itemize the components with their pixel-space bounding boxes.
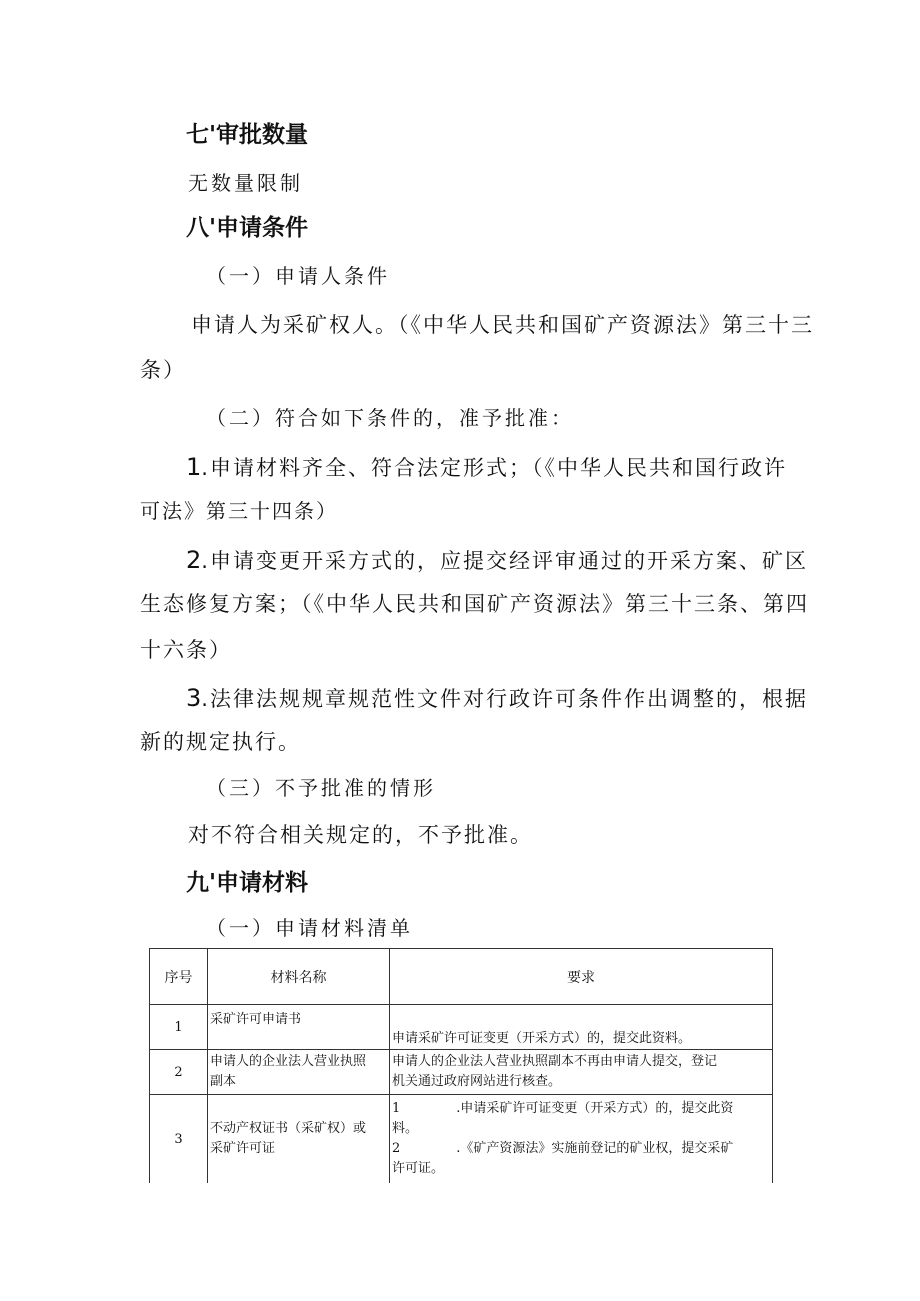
- condition-item-2-line1: .申请变更开采方式的，应提交经评审通过的开采方案、矿区: [201, 549, 808, 573]
- section-8-sub2-title: （二）符合如下条件的，准予批准：: [206, 406, 574, 430]
- materials-table: [149, 948, 773, 1183]
- row-2-name-line2: 副本: [210, 1074, 237, 1089]
- condition-item-2-line3: 十六条）: [140, 638, 232, 662]
- row-3-req1-text: .申请采矿许可证变更（开采方式）的，提交此资: [456, 1101, 734, 1116]
- section-8-sub3-title: （三）不予批准的情形: [206, 776, 436, 800]
- condition-item-2-number: 2: [186, 546, 202, 574]
- row-3-req1-number: 1: [392, 1101, 401, 1116]
- row-2-name-line1: 申请人的企业法人营业执照: [210, 1054, 367, 1069]
- section-9-heading: 九'申请材料: [186, 870, 309, 896]
- condition-item-1-line1: .申请材料齐全、符合法定形式；（《中华人民共和国行政许: [201, 456, 787, 480]
- condition-item-2-line2: 生态修复方案；（《中华人民共和国矿产资源法》第三十三条、第四: [140, 592, 809, 616]
- section-8-sub1-text-line2: 条）: [140, 358, 186, 382]
- section-8-sub3-text: 对不符合相关规定的，不予批准。: [188, 823, 533, 847]
- row-1-name: 采矿许可申请书: [208, 1005, 390, 1050]
- row-2-name: [208, 1050, 390, 1095]
- row-1-index: 1: [150, 1005, 208, 1050]
- row-3-req1-line2: 料。: [392, 1121, 419, 1136]
- section-7-heading: 七'审批数量: [186, 122, 309, 148]
- section-8-sub1-text-line1: 申请人为采矿权人。（《中华人民共和国矿产资源法》第三十三: [191, 313, 814, 337]
- condition-item-2: [186, 548, 808, 572]
- row-3-req2-line2: 许可证。: [392, 1161, 445, 1176]
- header-index: 序号: [150, 949, 208, 1005]
- row-3-req2-number: 2: [392, 1141, 401, 1156]
- condition-item-1: [186, 455, 787, 479]
- row-3-req1-line1: [392, 1099, 770, 1119]
- condition-item-3: [186, 686, 808, 710]
- row-2-req-line1: 申请人的企业法人营业执照副本不再由申请人提交，登记: [392, 1054, 718, 1069]
- row-2-requirement: [390, 1050, 773, 1095]
- condition-item-3-number: 3: [186, 684, 202, 712]
- row-3-req2-text: .《矿产资源法》实施前登记的矿业权，提交采矿: [456, 1141, 734, 1156]
- table-row: [150, 1050, 773, 1095]
- table-row: [150, 1095, 773, 1184]
- row-3-index: 3: [150, 1095, 208, 1184]
- condition-item-1-line2: 可法》第三十四条）: [140, 499, 338, 523]
- section-9-sub1-title: （一）申请材料清单: [206, 916, 413, 940]
- row-3-name: [208, 1095, 390, 1184]
- row-3-requirement: [390, 1095, 773, 1184]
- row-3-name-line1: 不动产权证书（采矿权）或: [210, 1121, 367, 1136]
- row-2-index: 2: [150, 1050, 208, 1095]
- header-requirement: 要求: [390, 949, 773, 1005]
- section-7-text: 无数量限制: [188, 171, 303, 195]
- row-3-req2-line1: [392, 1139, 770, 1159]
- row-2-req-line2: 机关通过政府网站进行核查。: [392, 1074, 562, 1089]
- condition-item-3-line2: 新的规定执行。: [140, 730, 301, 754]
- header-material-name: 材料名称: [208, 949, 390, 1005]
- section-8-sub1-title: （一）申请人条件: [206, 264, 390, 288]
- condition-item-1-number: 1: [186, 453, 202, 481]
- condition-item-3-line1: .法律法规规章规范性文件对行政许可条件作出调整的，根据: [201, 687, 808, 711]
- table-row: [150, 1005, 773, 1050]
- row-1-requirement: 申请采矿许可证变更（开采方式）的，提交此资料。: [390, 1005, 773, 1050]
- section-8-heading: 八'申请条件: [186, 215, 309, 241]
- table-header-row: [150, 949, 773, 1005]
- row-3-name-line2: 采矿许可证: [210, 1141, 276, 1156]
